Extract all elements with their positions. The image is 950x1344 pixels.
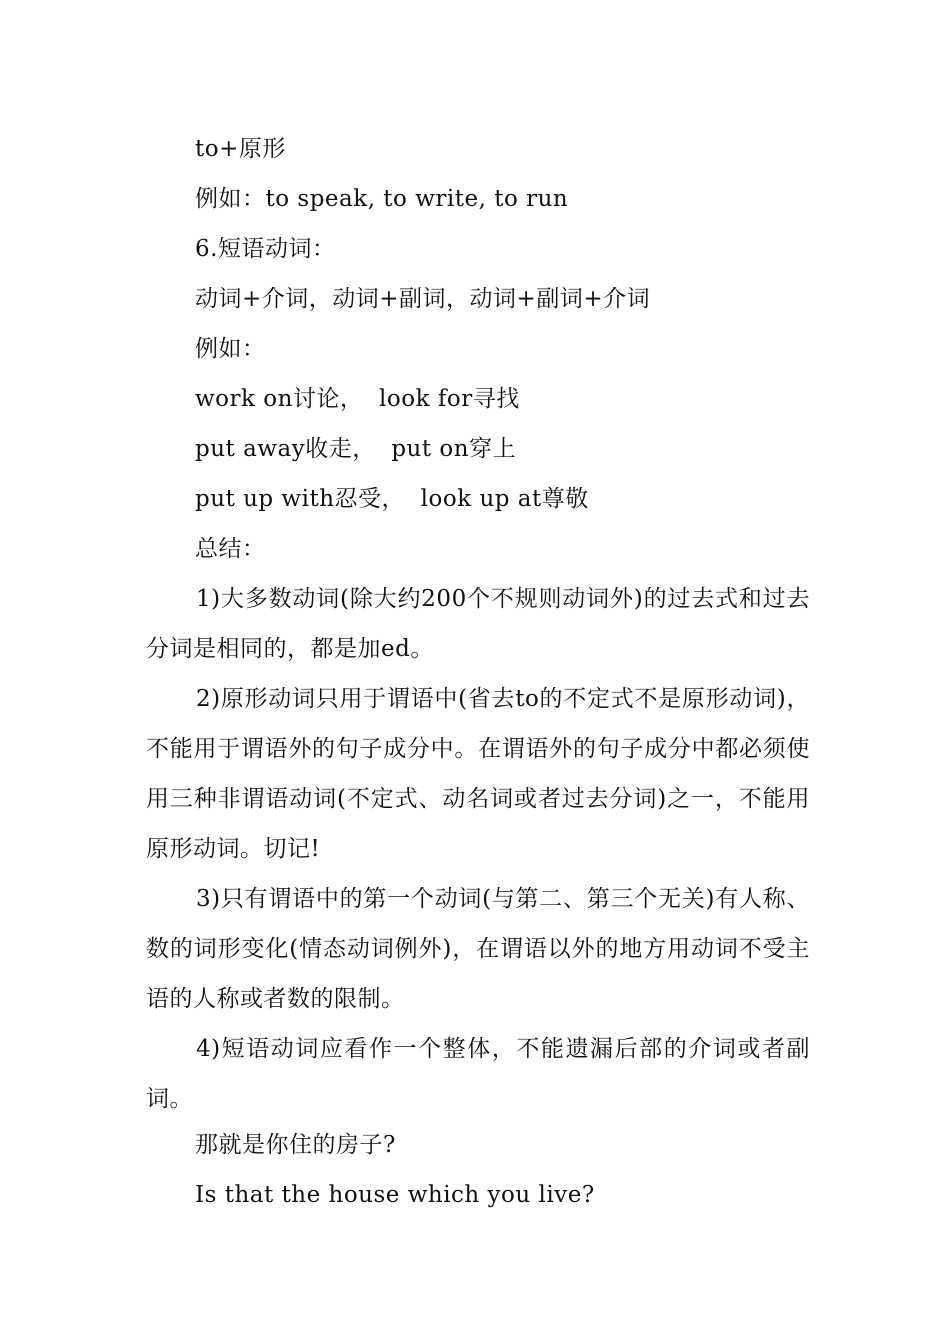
summary-point-3: 3)只有谓语中的第一个动词(与第二、第三个无关)有人称、数的词形变化(情态动词例外)，在谓语以外的地方用动词不受主语的人称或者数的限制。 — [146, 886, 810, 1012]
text-line-phrasal-example-3: put up with忍受， look up at尊敬 — [195, 486, 589, 512]
text-line-to-base-form: to+原形 — [195, 136, 286, 162]
summary-point-1: 1)大多数动词(除大约200个不规则动词外)的过去式和过去分词是相同的，都是加ed。 — [146, 586, 810, 662]
summary-point-2: 2)原形动词只用于谓语中(省去to的不定式不是原形动词)，不能用于谓语外的句子成分中。在谓语外的句子成分中都必须使用三种非谓语动词(不定式、动名词或者过去分词)之一，不能用原形动词。切记! — [146, 686, 810, 862]
text-line-phrasal-example-1: work on讨论， look for寻找 — [195, 386, 520, 412]
summary-point-4: 4)短语动词应看作一个整体，不能遗漏后部的介词或者副词。 — [146, 1036, 810, 1112]
text-line-example-infinitive: 例如：to speak, to write, to run — [195, 186, 569, 212]
example-sentence-english: Is that the house which you live? — [195, 1182, 595, 1208]
section-heading-summary: 总结： — [195, 536, 266, 562]
text-line-phrasal-verb-patterns: 动词+介词，动词+副词，动词+副词+介词 — [195, 286, 651, 312]
text-line-phrasal-example-2: put away收走， put on穿上 — [195, 436, 517, 462]
example-sentence-chinese: 那就是你住的房子? — [195, 1132, 396, 1158]
text-line-example-label: 例如： — [195, 336, 266, 362]
section-heading-phrasal-verbs: 6.短语动词： — [195, 236, 336, 262]
